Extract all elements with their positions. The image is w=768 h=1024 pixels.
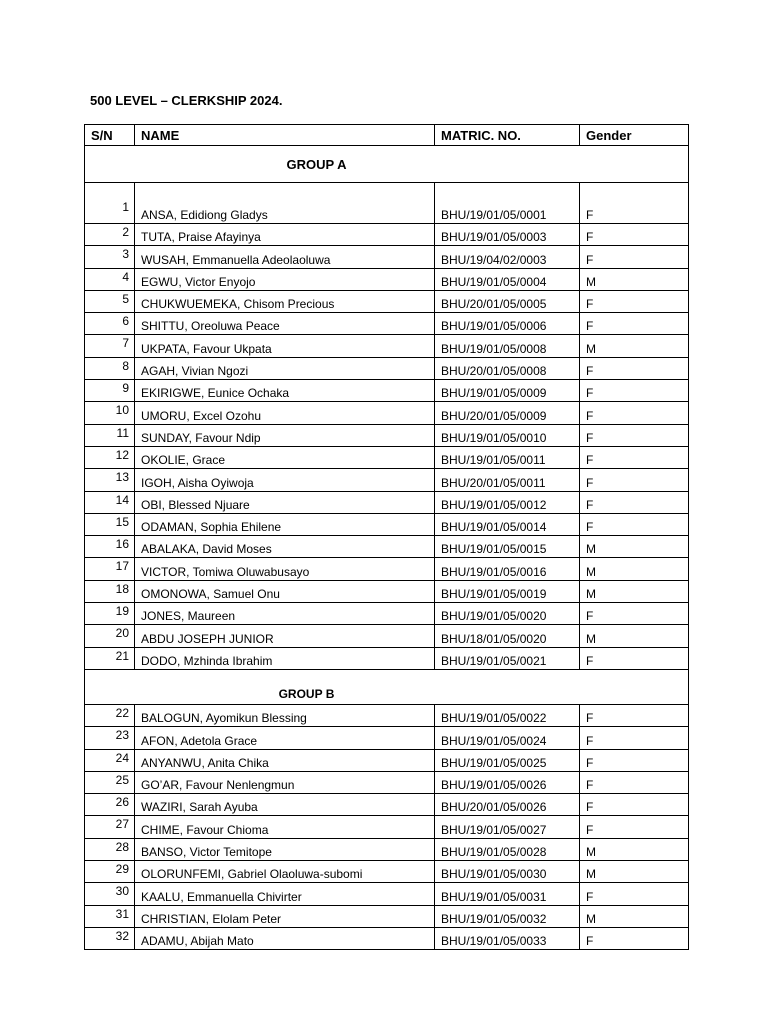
header-matric: MATRIC. NO. (435, 125, 580, 146)
student-roster-table (84, 124, 689, 950)
table-row (85, 580, 689, 602)
row-gender: F (580, 380, 689, 402)
row-name: DODO, Mzhinda Ibrahim (135, 647, 435, 669)
spacer-cell (435, 183, 580, 201)
document-title: 500 LEVEL – CLERKSHIP 2024. (90, 93, 283, 108)
row-name: TUTA, Praise Afayinya (135, 224, 435, 246)
table-row (85, 536, 689, 558)
row-gender: F (580, 446, 689, 468)
table-row (85, 794, 689, 816)
row-sn: 23 (85, 727, 135, 749)
table-row (85, 491, 689, 513)
row-name: CHUKWUEMEKA, Chisom Precious (135, 290, 435, 312)
group-b-cell (85, 669, 689, 704)
row-sn: 25 (85, 771, 135, 793)
row-sn: 28 (85, 838, 135, 860)
row-matric: BHU/19/01/05/0028 (435, 838, 580, 860)
table-row (85, 446, 689, 468)
row-sn: 17 (85, 558, 135, 580)
row-matric: BHU/20/01/05/0009 (435, 402, 580, 424)
row-sn: 12 (85, 446, 135, 468)
table-header-row (85, 125, 689, 146)
row-matric: BHU/19/01/05/0014 (435, 513, 580, 535)
table-row (85, 246, 689, 268)
row-sn: 27 (85, 816, 135, 838)
table-row (85, 625, 689, 647)
row-gender: M (580, 558, 689, 580)
row-matric: BHU/19/01/05/0021 (435, 647, 580, 669)
row-matric: BHU/19/01/05/0010 (435, 424, 580, 446)
row-matric: BHU/19/01/05/0027 (435, 816, 580, 838)
row-name: IGOH, Aisha Oyiwoja (135, 469, 435, 491)
table-row (85, 816, 689, 838)
row-sn: 8 (85, 357, 135, 379)
row-matric: BHU/20/01/05/0026 (435, 794, 580, 816)
row-matric: BHU/20/01/05/0005 (435, 290, 580, 312)
row-gender: M (580, 905, 689, 927)
row-gender: F (580, 469, 689, 491)
row-sn: 10 (85, 402, 135, 424)
row-name: OBI, Blessed Njuare (135, 491, 435, 513)
row-sn: 20 (85, 625, 135, 647)
row-gender: F (580, 727, 689, 749)
row-gender: M (580, 268, 689, 290)
row-name: BALOGUN, Ayomikun Blessing (135, 704, 435, 726)
row-name: ABALAKA, David Moses (135, 536, 435, 558)
row-sn: 5 (85, 290, 135, 312)
row-matric: BHU/19/01/05/0003 (435, 224, 580, 246)
group-b-row (85, 669, 689, 704)
table-row (85, 558, 689, 580)
row-gender: F (580, 794, 689, 816)
row-gender: F (580, 200, 689, 224)
row-matric: BHU/18/01/05/0020 (435, 625, 580, 647)
table-row (85, 647, 689, 669)
row-matric: BHU/19/01/05/0004 (435, 268, 580, 290)
table-row (85, 290, 689, 312)
row-sn: 13 (85, 469, 135, 491)
row-name: EGWU, Victor Enyojo (135, 268, 435, 290)
row-name: ABDU JOSEPH JUNIOR (135, 625, 435, 647)
row-name: BANSO, Victor Temitope (135, 838, 435, 860)
table-row (85, 469, 689, 491)
row-name: EKIRIGWE, Eunice Ochaka (135, 380, 435, 402)
row-matric: BHU/19/01/05/0025 (435, 749, 580, 771)
row-matric: BHU/19/01/05/0006 (435, 313, 580, 335)
spacer-row (85, 183, 689, 201)
table-row (85, 727, 689, 749)
row-matric: BHU/19/01/05/0020 (435, 603, 580, 625)
row-name: VICTOR, Tomiwa Oluwabusayo (135, 558, 435, 580)
table-row (85, 771, 689, 793)
row-matric: BHU/19/01/05/0016 (435, 558, 580, 580)
spacer-cell (580, 183, 689, 201)
row-sn: 7 (85, 335, 135, 357)
row-gender: F (580, 290, 689, 312)
row-gender: F (580, 513, 689, 535)
row-name: JONES, Maureen (135, 603, 435, 625)
row-name: ANYANWU, Anita Chika (135, 749, 435, 771)
row-gender: M (580, 861, 689, 883)
row-name: ADAMU, Abijah Mato (135, 927, 435, 949)
row-name: UKPATA, Favour Ukpata (135, 335, 435, 357)
table-row (85, 313, 689, 335)
row-gender: F (580, 491, 689, 513)
row-sn: 22 (85, 704, 135, 726)
row-gender: F (580, 647, 689, 669)
row-matric: BHU/20/01/05/0011 (435, 469, 580, 491)
row-gender: F (580, 883, 689, 905)
row-matric: BHU/19/01/05/0012 (435, 491, 580, 513)
row-matric: BHU/20/01/05/0008 (435, 357, 580, 379)
row-matric: BHU/19/01/05/0008 (435, 335, 580, 357)
row-sn: 15 (85, 513, 135, 535)
table-row (85, 335, 689, 357)
spacer-cell (135, 183, 435, 201)
row-gender: F (580, 402, 689, 424)
table-row (85, 513, 689, 535)
table-row (85, 603, 689, 625)
table-row (85, 224, 689, 246)
row-gender: F (580, 704, 689, 726)
table-row (85, 704, 689, 726)
row-name: OLORUNFEMI, Gabriel Olaoluwa-subomi (135, 861, 435, 883)
header-gender: Gender (580, 125, 689, 146)
row-name: KAALU, Emmanuella Chivirter (135, 883, 435, 905)
row-matric: BHU/19/01/05/0009 (435, 380, 580, 402)
table-row (85, 927, 689, 949)
row-name: CHIME, Favour Chioma (135, 816, 435, 838)
row-gender: F (580, 749, 689, 771)
row-name: GO’AR, Favour Nenlengmun (135, 771, 435, 793)
row-gender: F (580, 816, 689, 838)
table-row (85, 838, 689, 860)
row-sn: 26 (85, 794, 135, 816)
row-sn: 18 (85, 580, 135, 602)
header-sn: S/N (85, 125, 135, 146)
row-matric: BHU/19/04/02/0003 (435, 246, 580, 268)
row-sn: 9 (85, 380, 135, 402)
row-gender: M (580, 335, 689, 357)
row-gender: F (580, 357, 689, 379)
row-name: ANSA, Edidiong Gladys (135, 200, 435, 224)
row-name: AFON, Adetola Grace (135, 727, 435, 749)
table-row (85, 749, 689, 771)
row-name: ODAMAN, Sophia Ehilene (135, 513, 435, 535)
group-b-label: GROUP B (278, 686, 335, 701)
row-sn: 16 (85, 536, 135, 558)
group-a-row (85, 146, 689, 183)
row-sn: 24 (85, 749, 135, 771)
row-name: SHITTU, Oreoluwa Peace (135, 313, 435, 335)
row-name: OMONOWA, Samuel Onu (135, 580, 435, 602)
row-sn: 2 (85, 224, 135, 246)
row-gender: F (580, 313, 689, 335)
row-sn: 1 (85, 200, 135, 224)
group-a-label: GROUP A (286, 156, 347, 172)
row-gender: F (580, 246, 689, 268)
row-matric: BHU/19/01/05/0019 (435, 580, 580, 602)
row-matric: BHU/19/01/05/0022 (435, 704, 580, 726)
row-matric: BHU/19/01/05/0031 (435, 883, 580, 905)
row-gender: M (580, 580, 689, 602)
row-name: WAZIRI, Sarah Ayuba (135, 794, 435, 816)
row-matric: BHU/19/01/05/0033 (435, 927, 580, 949)
table-row (85, 200, 689, 224)
row-matric: BHU/19/01/05/0001 (435, 200, 580, 224)
row-sn: 3 (85, 246, 135, 268)
row-name: SUNDAY, Favour Ndip (135, 424, 435, 446)
row-sn: 19 (85, 603, 135, 625)
row-gender: F (580, 224, 689, 246)
row-matric: BHU/19/01/05/0030 (435, 861, 580, 883)
table-row (85, 380, 689, 402)
row-sn: 4 (85, 268, 135, 290)
row-name: UMORU, Excel Ozohu (135, 402, 435, 424)
row-matric: BHU/19/01/05/0024 (435, 727, 580, 749)
row-sn: 11 (85, 424, 135, 446)
spacer-cell (85, 183, 135, 201)
table-row (85, 402, 689, 424)
row-gender: M (580, 838, 689, 860)
row-matric: BHU/19/01/05/0015 (435, 536, 580, 558)
row-sn: 32 (85, 927, 135, 949)
row-gender: F (580, 603, 689, 625)
header-name: NAME (135, 125, 435, 146)
row-sn: 31 (85, 905, 135, 927)
row-matric: BHU/19/01/05/0032 (435, 905, 580, 927)
row-matric: BHU/19/01/05/0011 (435, 446, 580, 468)
table-row (85, 424, 689, 446)
table-row (85, 905, 689, 927)
row-name: WUSAH, Emmanuella Adeolaoluwa (135, 246, 435, 268)
row-gender: M (580, 625, 689, 647)
table-row (85, 883, 689, 905)
group-a-cell (85, 146, 689, 183)
table-row (85, 357, 689, 379)
row-sn: 14 (85, 491, 135, 513)
row-gender: F (580, 771, 689, 793)
row-sn: 29 (85, 861, 135, 883)
row-name: CHRISTIAN, Elolam Peter (135, 905, 435, 927)
row-sn: 6 (85, 313, 135, 335)
table-row (85, 861, 689, 883)
row-matric: BHU/19/01/05/0026 (435, 771, 580, 793)
row-name: AGAH, Vivian Ngozi (135, 357, 435, 379)
row-name: OKOLIE, Grace (135, 446, 435, 468)
row-sn: 21 (85, 647, 135, 669)
row-sn: 30 (85, 883, 135, 905)
row-gender: F (580, 927, 689, 949)
row-gender: F (580, 424, 689, 446)
row-gender: M (580, 536, 689, 558)
table-row (85, 268, 689, 290)
